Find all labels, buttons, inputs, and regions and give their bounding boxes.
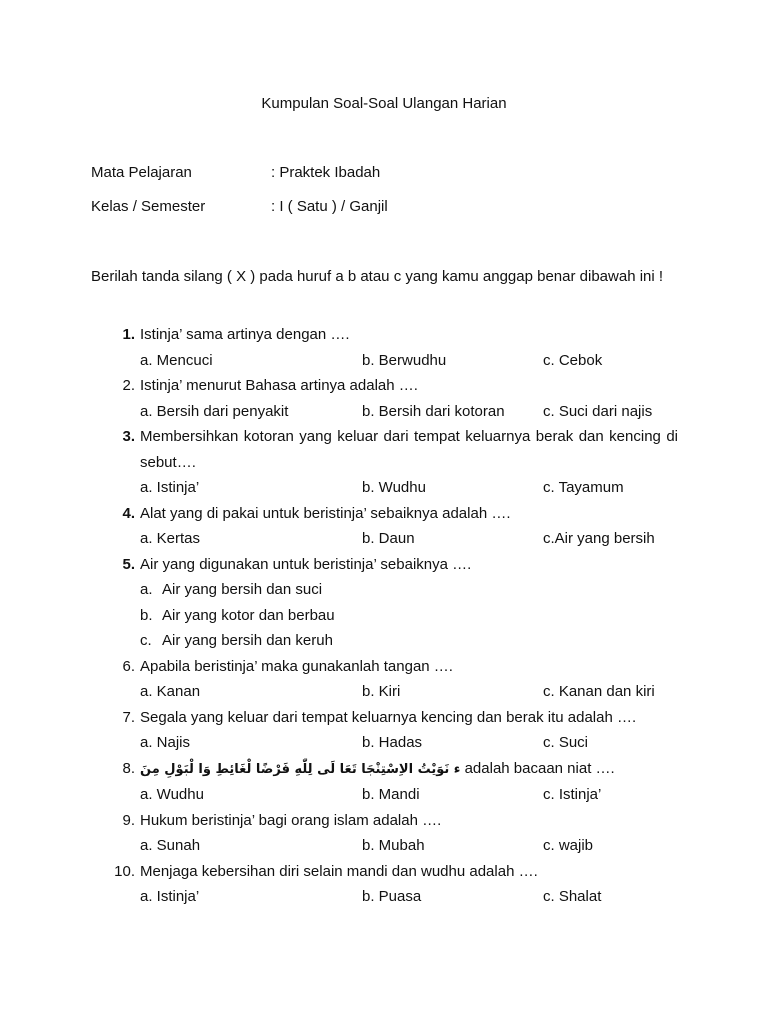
class-semester-row bbox=[91, 198, 388, 215]
question-9 bbox=[0, 808, 768, 834]
subject-label: Mata Pelajaran bbox=[91, 164, 192, 181]
question-7-options bbox=[0, 730, 768, 756]
option-a: a. Kertas bbox=[140, 530, 201, 547]
question-text: Alat yang di pakai untuk beristinja’ sebaiknya adalah …. bbox=[140, 504, 511, 522]
question-number: 6. bbox=[122, 657, 135, 675]
option-b: b. Mandi bbox=[362, 786, 420, 803]
question-1 bbox=[0, 322, 768, 348]
question-5 bbox=[0, 552, 768, 578]
option-letter: b. bbox=[140, 606, 153, 624]
question-number: 7. bbox=[122, 708, 135, 726]
question-text: Segala yang keluar dari tempat keluarnya kencing dan berak itu adalah …. bbox=[140, 708, 637, 726]
question-8-options bbox=[0, 782, 768, 808]
option-a: a. Kanan bbox=[140, 683, 201, 700]
option-c: c. Istinja’ bbox=[543, 786, 602, 803]
question-text: Istinja’ menurut Bahasa artinya adalah …. bbox=[140, 377, 418, 394]
instruction: Berilah tanda silang ( X ) pada huruf a b atau c yang kamu anggap benar dibawah ini ! bbox=[91, 268, 664, 285]
option-b: b. Kiri bbox=[362, 683, 401, 700]
option-b: b. Wudhu bbox=[362, 479, 426, 496]
question-text: Apabila beristinja’ maka gunakanlah tangan …. bbox=[140, 657, 453, 675]
option-letter: a. bbox=[140, 581, 153, 598]
question-text: adalah bacaan niat …. bbox=[460, 759, 615, 777]
option-c: c. Shalat bbox=[543, 888, 602, 905]
option-c: c. Suci dari najis bbox=[543, 402, 653, 420]
question-number: 9. bbox=[122, 811, 135, 829]
option-b: b. Bersih dari kotoran bbox=[362, 402, 505, 420]
question-list bbox=[0, 322, 768, 910]
question-number: 5. bbox=[122, 555, 135, 573]
question-text: Menjaga kebersihan diri selain mandi dan wudhu adalah …. bbox=[140, 862, 538, 880]
option-b: b. Mubah bbox=[362, 837, 425, 854]
option-b: b. Daun bbox=[362, 530, 415, 547]
question-number: 2. bbox=[122, 377, 135, 394]
option-letter: c. bbox=[140, 632, 152, 649]
option-b: b. Berwudhu bbox=[362, 351, 447, 369]
question-text: Air yang digunakan untuk beristinja’ sebaiknya …. bbox=[140, 555, 472, 573]
option-b: b. Puasa bbox=[362, 888, 422, 905]
question-3 bbox=[0, 424, 768, 475]
subject-value: : Praktek Ibadah bbox=[271, 164, 381, 181]
arabic-niat-text: ء نَوَيْتُ الاِسْتِنْجَا تَعَا لَى لِلّٰهِ فَرْضًا لْغَائِطِ وَا لْبَوْلِ مِنَ bbox=[140, 761, 461, 777]
question-3-options bbox=[0, 475, 768, 501]
question-10-options bbox=[0, 884, 768, 910]
option-a: a. Istinja’ bbox=[140, 479, 200, 496]
question-text: Istinja’ sama artinya dengan …. bbox=[140, 326, 350, 343]
option-c: c. Tayamum bbox=[543, 479, 624, 496]
option-a: a. Najis bbox=[140, 734, 191, 751]
question-8 bbox=[0, 756, 768, 783]
option-c: c.Air yang bersih bbox=[543, 530, 655, 547]
option-a: a. Bersih dari penyakit bbox=[140, 402, 289, 420]
option-a: a. Wudhu bbox=[140, 786, 204, 803]
question-4 bbox=[0, 501, 768, 527]
option-b: b. Hadas bbox=[362, 734, 423, 751]
question-text: Hukum beristinja’ bagi orang islam adalah …. bbox=[140, 811, 442, 829]
question-number: 10. bbox=[114, 862, 135, 880]
page-title: Kumpulan Soal-Soal Ulangan Harian bbox=[261, 95, 507, 112]
option-text: Air yang bersih dan suci bbox=[162, 581, 323, 598]
question-number: 4. bbox=[122, 504, 135, 522]
question-2-options bbox=[0, 399, 768, 425]
question-4-options bbox=[0, 526, 768, 552]
option-a: a. Mencuci bbox=[140, 351, 213, 369]
option-line-b bbox=[0, 603, 768, 629]
option-c: c. Kanan dan kiri bbox=[543, 683, 655, 700]
question-2 bbox=[0, 373, 768, 399]
option-line-c bbox=[0, 628, 768, 654]
option-c: c. wajib bbox=[543, 837, 594, 854]
class-semester-value: : I ( Satu ) / Ganjil bbox=[271, 198, 388, 215]
option-text: Air yang kotor dan berbau bbox=[162, 606, 335, 624]
question-6 bbox=[0, 654, 768, 680]
option-line-a bbox=[0, 577, 768, 603]
class-semester-label: Kelas / Semester bbox=[91, 198, 206, 215]
option-a: a. Sunah bbox=[140, 837, 201, 854]
question-10 bbox=[0, 859, 768, 885]
question-7 bbox=[0, 705, 768, 731]
question-text: Membersihkan kotoran yang keluar dari tempat keluarnya berak dan kencing di sebut…. bbox=[140, 428, 678, 471]
question-6-options bbox=[0, 679, 768, 705]
question-1-options bbox=[0, 348, 768, 374]
question-number: 1. bbox=[122, 326, 135, 343]
question-number: 8. bbox=[122, 759, 135, 777]
question-number: 3. bbox=[122, 428, 135, 445]
subject-row bbox=[91, 164, 380, 181]
option-a: a. Istinja’ bbox=[140, 888, 200, 905]
option-c: c. Cebok bbox=[543, 351, 603, 369]
question-9-options bbox=[0, 833, 768, 859]
option-c: c. Suci bbox=[543, 734, 589, 751]
option-text: Air yang bersih dan keruh bbox=[162, 632, 333, 649]
